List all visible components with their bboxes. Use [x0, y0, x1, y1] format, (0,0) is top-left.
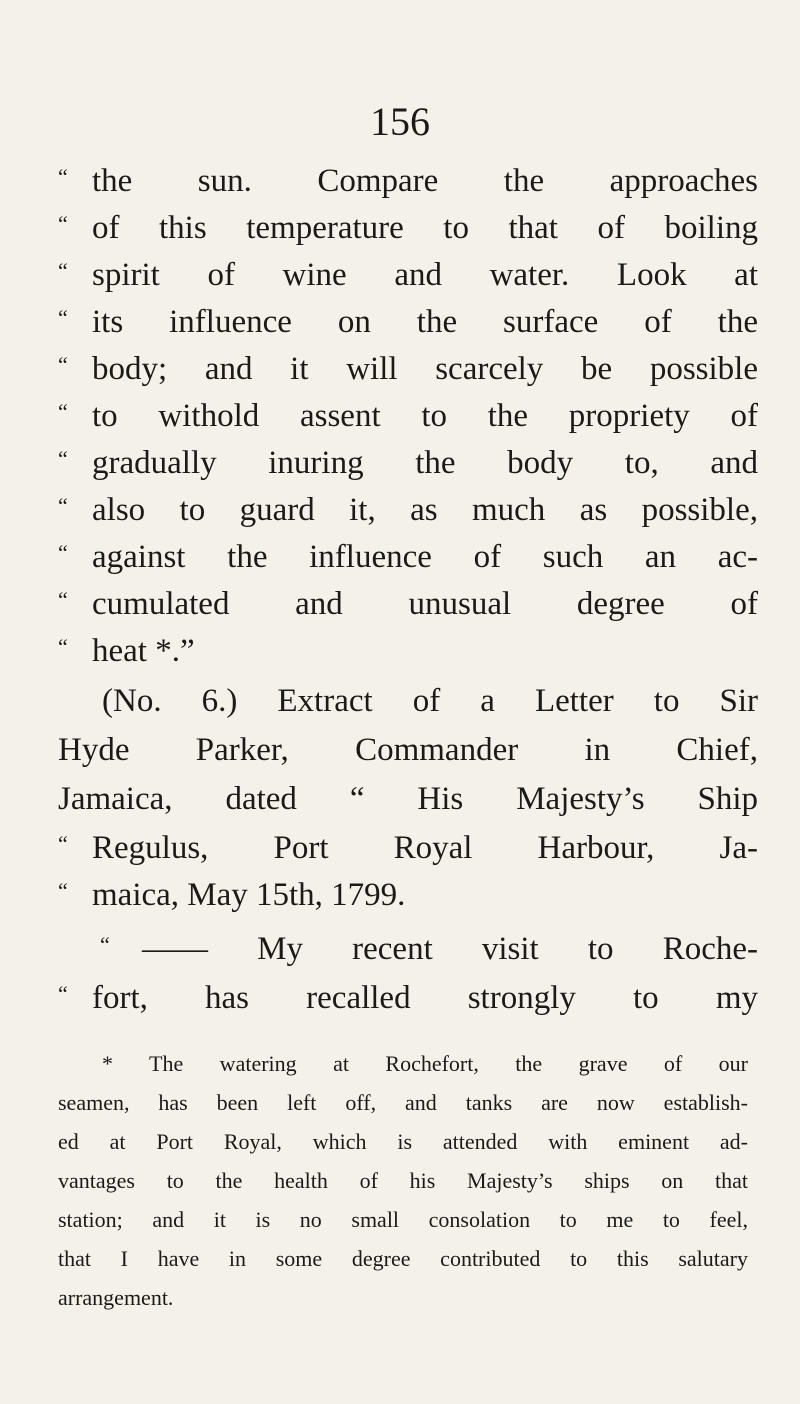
- quote-mark: “: [58, 540, 68, 565]
- quoted-paragraph: [58, 158, 758, 675]
- quote-mark: “: [58, 446, 68, 471]
- line-text: gradually inuring the body to, and: [92, 445, 758, 481]
- footnote-line: that I have in some degree contributed to this salutary: [58, 1246, 748, 1271]
- quoted-line: [58, 440, 758, 487]
- quoted-line: [58, 393, 758, 440]
- quote-mark: “: [58, 587, 68, 612]
- quote-mark: “: [58, 352, 68, 377]
- quoted-line: [58, 487, 758, 534]
- footnote-line: ed at Port Royal, which is attended with eminent ad-: [58, 1129, 748, 1154]
- footnote-line: station; and it is no small consolation to me to feel,: [58, 1207, 748, 1232]
- line-text: cumulated and unusual degree of: [92, 586, 758, 622]
- quote-mark: “: [58, 305, 68, 330]
- quote-mark: “: [58, 164, 68, 189]
- quote-mark: “: [100, 932, 110, 957]
- line-text: heat *.”: [92, 633, 195, 669]
- quoted-line: [58, 628, 758, 675]
- extract-line: Hyde Parker, Commander in Chief,: [58, 732, 758, 768]
- letter-line: [58, 975, 758, 1022]
- extract-line: (No. 6.) Extract of a Letter to Sir: [102, 683, 758, 719]
- quoted-line: [58, 299, 758, 346]
- footnote-line: seamen, has been left off, and tanks are now establish-: [58, 1090, 748, 1115]
- quote-mark: “: [58, 493, 68, 518]
- line-text: body; and it will scarcely be possible: [92, 351, 758, 387]
- quote-mark: “: [58, 634, 68, 659]
- quoted-line: [58, 534, 758, 581]
- quote-mark: “: [58, 981, 68, 1006]
- quoted-line: [58, 205, 758, 252]
- line-text: against the influence of such an ac-: [92, 539, 758, 575]
- line-text: maica, May 15th, 1799.: [92, 877, 406, 913]
- line-text: also to guard it, as much as possible,: [92, 492, 758, 528]
- quote-mark: “: [58, 831, 68, 856]
- footnote-line: * The watering at Rochefort, the grave of our: [102, 1051, 748, 1076]
- line-text: Regulus, Port Royal Harbour, Ja-: [92, 830, 758, 866]
- quoted-line: [58, 581, 758, 628]
- line-text: —— My recent visit to Roche-: [142, 931, 758, 967]
- quote-mark: “: [58, 878, 68, 903]
- page-number: 156: [370, 99, 430, 144]
- line-text: the sun. Compare the approaches: [92, 163, 758, 199]
- letter-line: [100, 926, 758, 973]
- quote-mark: “: [58, 258, 68, 283]
- line-text: its influence on the surface of the: [92, 304, 758, 340]
- quoted-line: [58, 158, 758, 205]
- line-text: of this temperature to that of boiling: [92, 210, 758, 246]
- quote-mark: “: [58, 211, 68, 236]
- quoted-line: [58, 252, 758, 299]
- line-text: to withold assent to the propriety of: [92, 398, 758, 434]
- line-text: fort, has recalled strongly to my: [92, 980, 758, 1016]
- footnote-line: vantages to the health of his Majesty’s ships on that: [58, 1168, 748, 1193]
- line-text: spirit of wine and water. Look at: [92, 257, 758, 293]
- quote-mark: “: [58, 399, 68, 424]
- quoted-line: [58, 825, 758, 872]
- extract-line: Jamaica, dated “ His Majesty’s Ship: [58, 781, 758, 817]
- footnote-line: arrangement.: [58, 1285, 174, 1310]
- quoted-line: [58, 346, 758, 393]
- quoted-line: [58, 872, 758, 919]
- extract-quoted-lines: [58, 825, 758, 919]
